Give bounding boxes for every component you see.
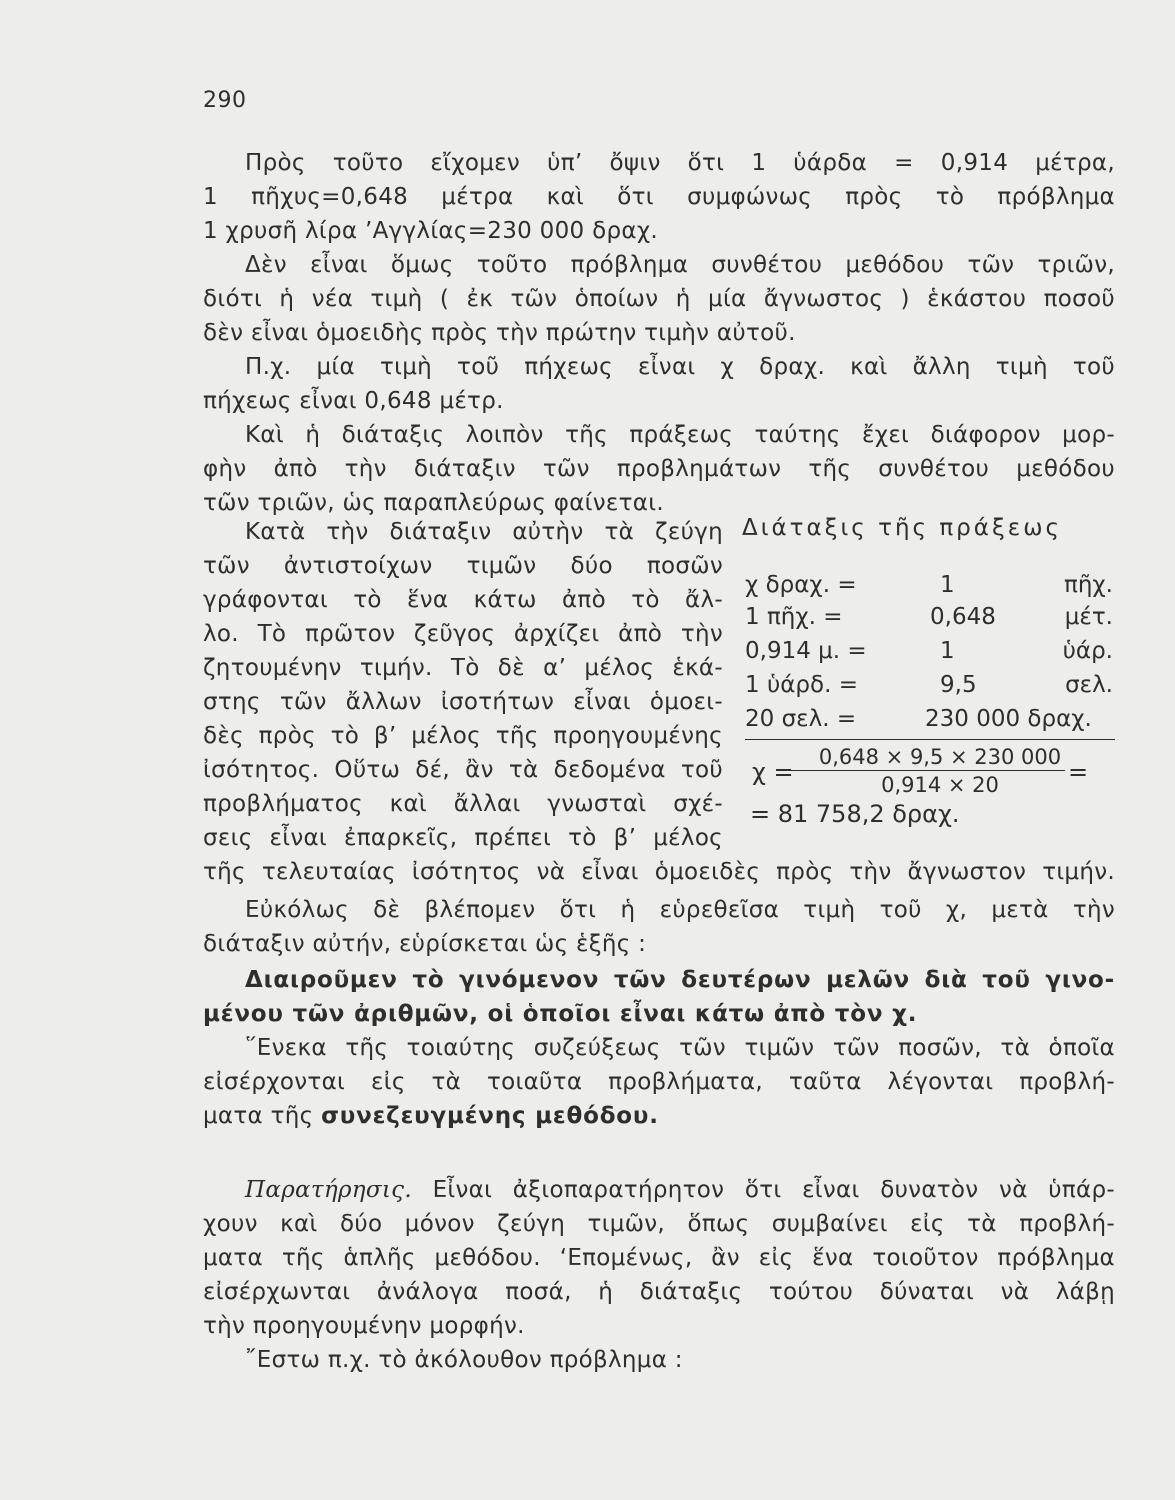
text-line: ῞Ενεκα τῆς τοιαύτης συζεύξεως τῶν τιμῶν τῶν ποσῶν, τὰ ὁποῖα (245, 1035, 1115, 1061)
text-line: γράφονται τὸ ἕνα κάτω ἀπὸ τὸ ἄλ- (203, 587, 723, 613)
text-line (245, 1173, 1115, 1207)
scheme-value: 0,648 (930, 604, 996, 630)
scheme-left: 1 πῆχ. = (745, 604, 843, 630)
fraction-numerator: 0,648 × 9,5 × 230 000 (818, 745, 1062, 769)
scheme-unit: πῆχ. (1063, 572, 1113, 598)
text-span: ματα τῆς (203, 1103, 322, 1129)
text-line: εἰσέρχονται εἰς τὰ τοιαῦτα προβλήματα, ταῦτα λέγονται προβλή- (203, 1069, 1115, 1095)
text-line: Καὶ ἡ διάταξις λοιπὸν τῆς πράξεως ταύτης ἔχει διάφορον μορ- (245, 422, 1115, 448)
text-line: εἰσέρχωνται ἀνάλογα ποσά, ἡ διάταξις τούτου δύναται νὰ λάβῃ (203, 1279, 1115, 1305)
scheme-unit: σελ. (1065, 672, 1113, 698)
text-line: στης τῶν ἄλλων ἰσοτήτων εἶναι ὁμοει- (203, 689, 723, 715)
scheme-value: 1 (940, 638, 955, 664)
scheme-title: Διάταξις τῆς πράξεως (742, 515, 1062, 541)
text-line: ζητουμένην τιμήν. Τὸ δὲ α’ μέλος ἑκά- (203, 655, 723, 681)
text-line: 1 πῆχυς=0,648 μέτρα καὶ ὅτι συμφώνως πρὸς τὸ πρόβλημα (203, 184, 1115, 210)
rule-statement: Διαιροῦμεν τὸ γινόμενον τῶν δευτέρων μελῶν διὰ τοῦ γινο- (245, 967, 1115, 993)
result-value: = 81 758,2 δραχ. (750, 800, 960, 828)
text-line: 1 χρυσῆ λίρα ’Αγγλίας=230 000 δραχ. (203, 218, 659, 244)
term-bold: συνεζευγμένης μεθόδου. (321, 1103, 659, 1129)
rule-statement: μένου τῶν ἀριθμῶν, οἱ ὁποῖοι εἶναι κάτω ἀπὸ τὸν χ. (203, 1001, 918, 1027)
text-line: Πρὸς τοῦτο εἴχομεν ὑπ’ ὄψιν ὅτι 1 ὑάρδα = 0,914 μέτρα, (245, 150, 1115, 176)
text-line: χουν καὶ δύο μόνον ζεύγη τιμῶν, ὅπως συμβαίνει εἰς τὰ προβλή- (203, 1211, 1115, 1237)
text-line: τῶν ἀντιστοίχων τιμῶν δύο ποσῶν (203, 553, 723, 579)
text-line: τῆς τελευταίας ἰσότητος νὰ εἶναι ὁμοειδὲς πρὸς τὴν ἄγνωστον τιμήν. (203, 859, 1115, 885)
scheme-row (745, 672, 1115, 706)
scheme-left: 0,914 μ. = (745, 638, 867, 664)
scheme-left: χ δραχ. = (745, 572, 857, 598)
text-line: πήχεως εἶναι 0,648 μέτρ. (203, 388, 504, 414)
text-line: τῶν τριῶν, ὡς παραπλεύρως φαίνεται. (203, 490, 664, 516)
chi-label: χ = (752, 758, 794, 786)
text-line: ῎Εστω π.χ. τὸ ἀκόλουθον πρόβλημα : (245, 1347, 683, 1373)
text-line: φὴν ἀπὸ τὴν διάταξιν τῶν προβλημάτων τῆς συνθέτου μεθόδου (203, 456, 1115, 482)
text-line: Κατὰ τὴν διάταξιν αὐτὴν τὰ ζεύγη (245, 519, 723, 545)
text-line: προβλήματος καὶ ἄλλαι γνωσταὶ σχέ- (203, 791, 723, 817)
text-line: ματα τῆς ἁπλῆς μεθόδου. ‘Επομένως, ἂν εἰς ἕνα τοιοῦτον πρόβλημα (203, 1245, 1115, 1271)
text-line: λο. Τὸ πρῶτον ζεῦγος ἀρχίζει ἀπὸ τὴν (203, 621, 723, 647)
text-line: Δὲν εἶναι ὅμως τοῦτο πρόβλημα συνθέτου μεθόδου τῶν τριῶν, (245, 252, 1115, 278)
remark-heading: Παρατήρησις. (245, 1177, 412, 1203)
fraction-bar (790, 770, 1065, 771)
scheme-left: 1 ὑάρδ. = (745, 672, 858, 698)
scheme-row (745, 706, 1115, 740)
text-line: δὲς πρὸς τὸ β’ μέλος τῆς προηγουμένης (203, 723, 723, 749)
text-line: σεις εἶναι ἐπαρκεῖς, πρέπει τὸ β’ μέλος (203, 825, 723, 851)
text-line: ἰσότητος. Οὕτω δέ, ἂν τὰ δεδομένα τοῦ (203, 757, 723, 783)
scheme-row (745, 638, 1115, 672)
text-line (203, 1099, 1115, 1133)
scheme-rule (745, 739, 1115, 740)
text-line: τὴν προηγουμένην μορφήν. (203, 1313, 525, 1339)
fraction-denominator: 0,914 × 20 (881, 773, 999, 797)
scheme-value: 9,5 (940, 672, 977, 698)
scheme-value: 230 000 δραχ. (925, 706, 1092, 732)
text-line: Π.χ. μία τιμὴ τοῦ πήχεως εἶναι χ δραχ. καὶ ἄλλη τιμὴ τοῦ (245, 354, 1115, 380)
text-span: Εἶναι ἀξιοπαρατήρητον ὅτι εἶναι δυνατὸν νὰ ὑπάρ- (411, 1177, 1115, 1203)
text-line: δὲν εἶναι ὁμοειδὴς πρὸς τὴν πρώτην τιμὴν αὐτοῦ. (203, 320, 796, 346)
page-number: 290 (203, 88, 247, 113)
scheme-row (745, 572, 1115, 606)
scheme-left: 20 σελ. = (745, 706, 857, 732)
scheme-row (745, 604, 1115, 638)
scheme-value: 1 (940, 572, 955, 598)
text-line: διάταξιν αὐτήν, εὑρίσκεται ὡς ἑξῆς : (203, 931, 647, 957)
scheme-unit: μέτ. (1064, 604, 1113, 630)
text-line: Εὐκόλως δὲ βλέπομεν ὅτι ἡ εὑρεθεῖσα τιμὴ τοῦ χ, μετὰ τὴν (245, 897, 1115, 923)
equals-sign: = (1068, 758, 1089, 786)
scheme-unit: ὑάρ. (1062, 638, 1113, 664)
text-line: διότι ἡ νέα τιμὴ ( ἐκ τῶν ὁποίων ἡ μία ἄγνωστος ) ἑκάστου ποσοῦ (203, 286, 1115, 312)
